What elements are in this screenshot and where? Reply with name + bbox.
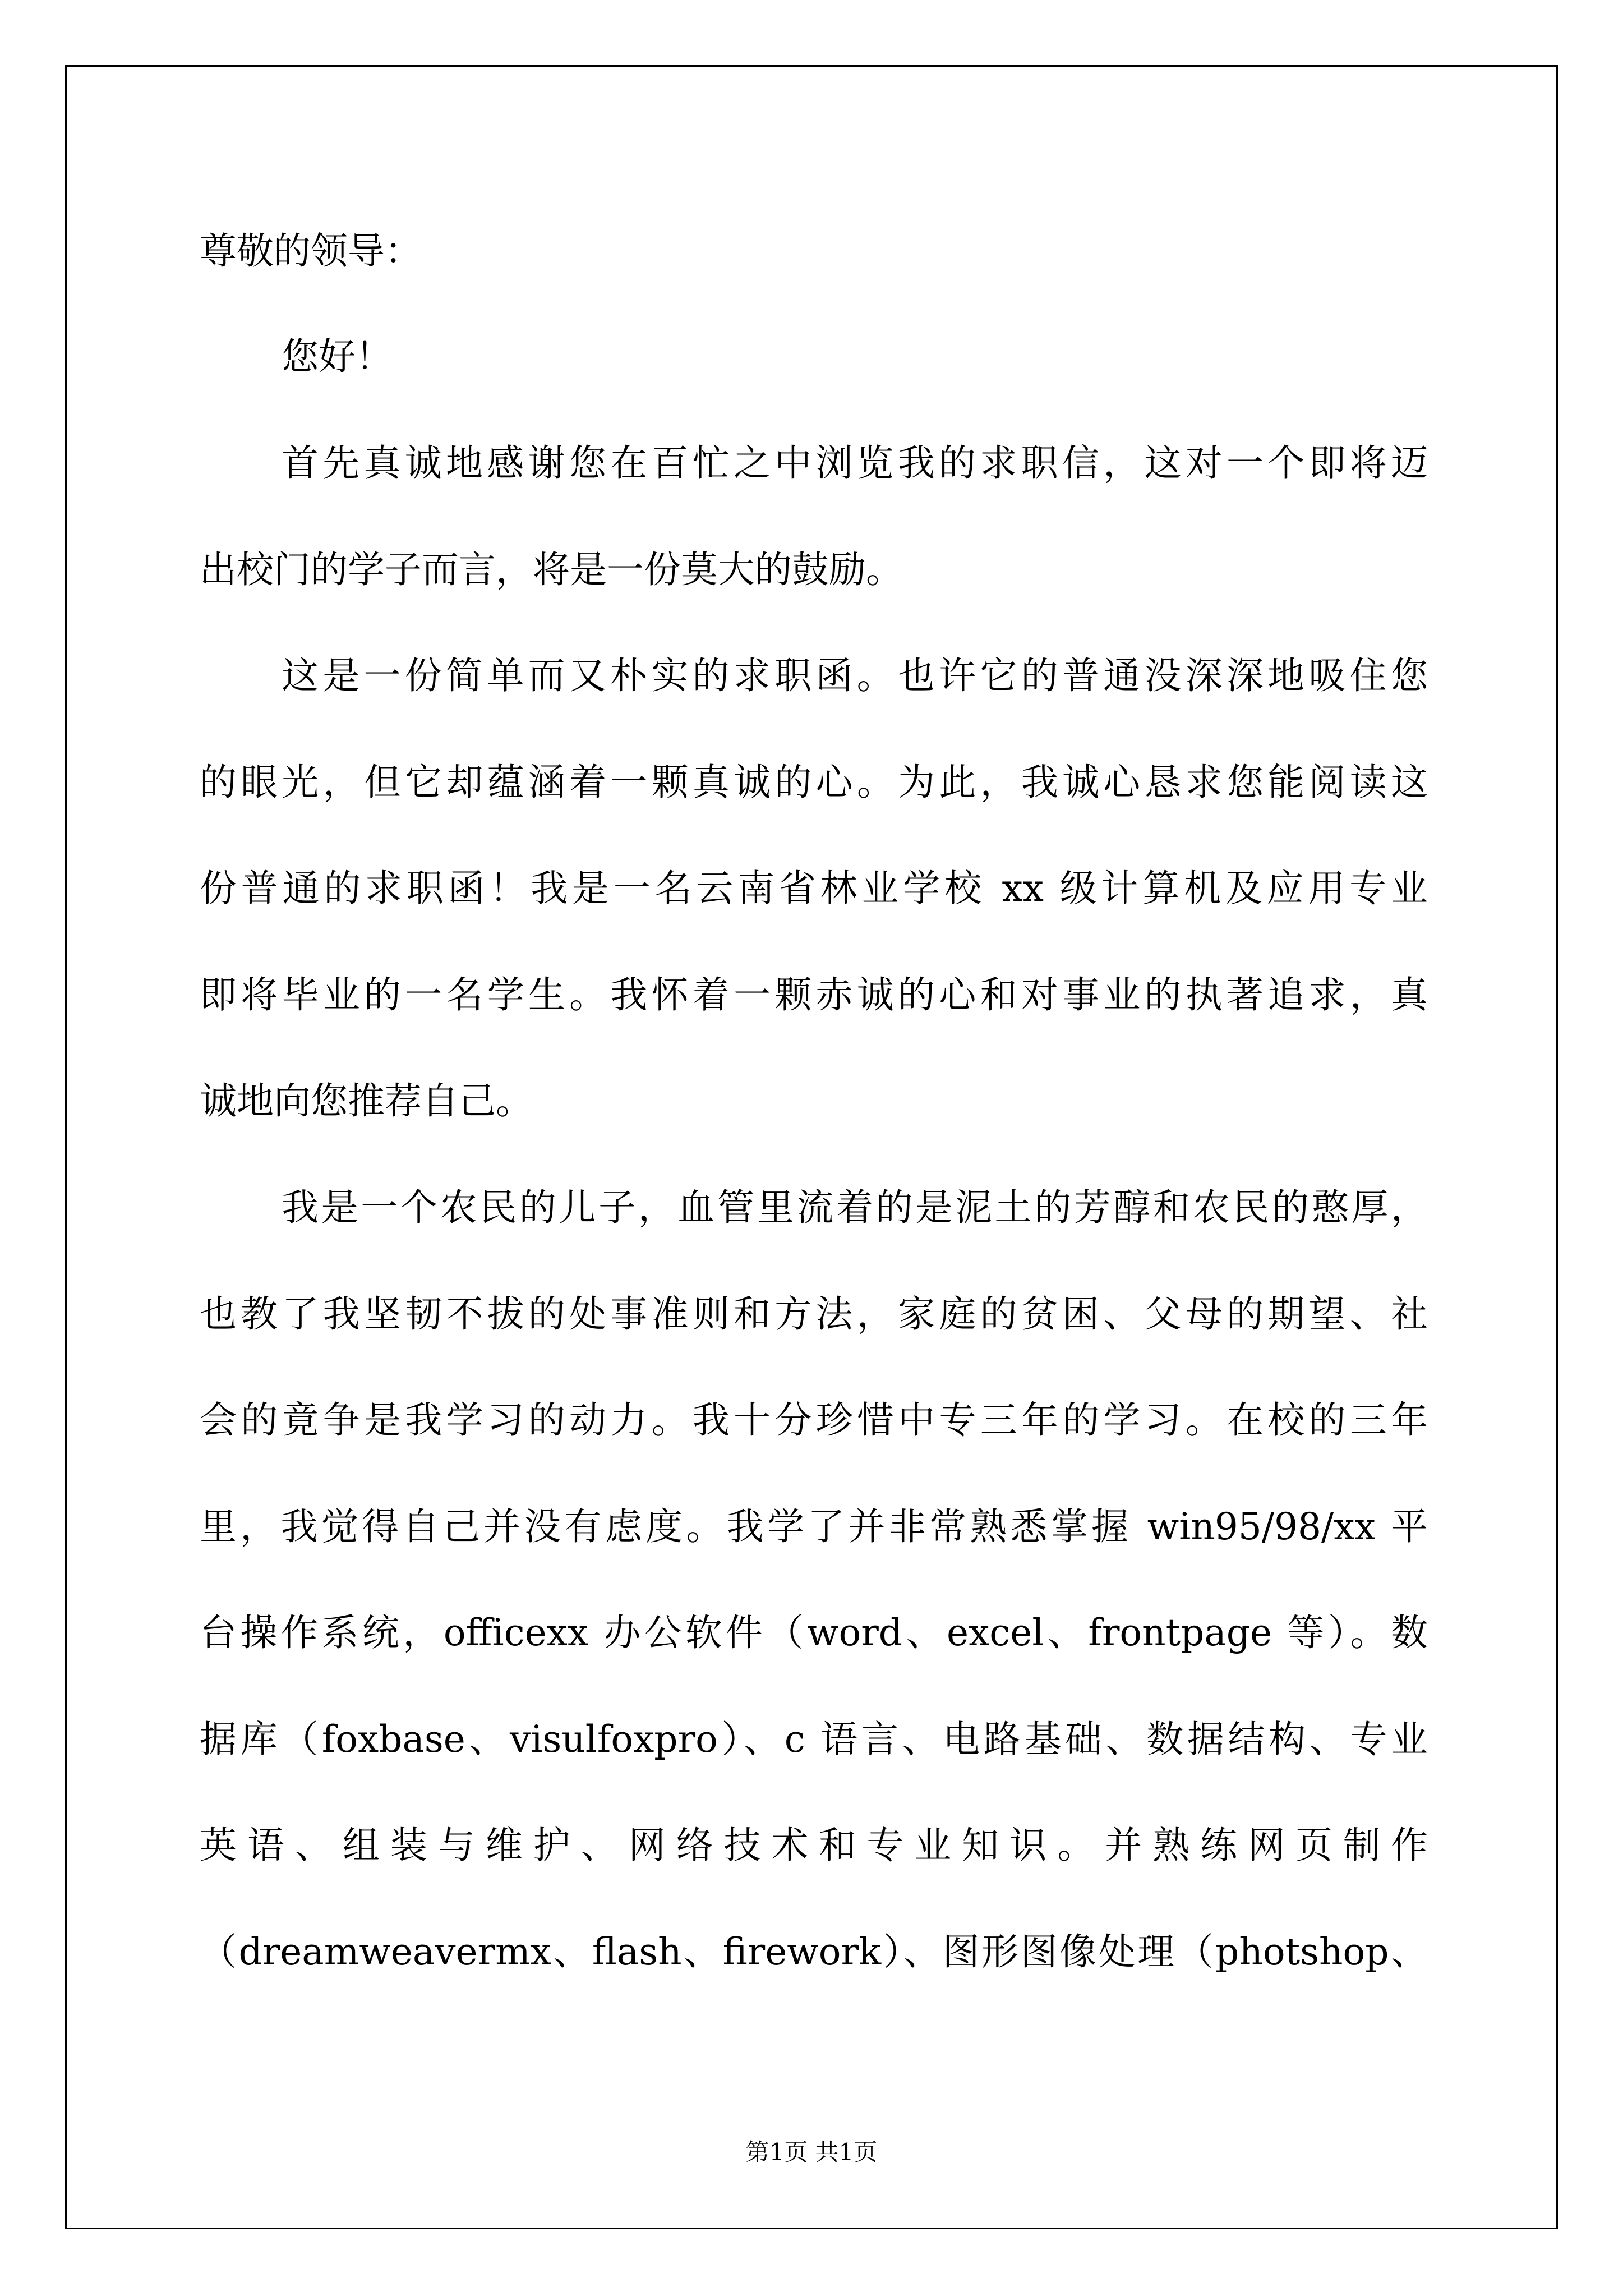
page-border	[65, 65, 1558, 2229]
paragraph-line: 据库（foxbase、visulfoxpro）、c 语言、电路基础、数据结构、专业	[200, 1718, 1428, 1761]
paragraph-line: 英语、组装与维护、网络技术和专业知识。并熟练网页制作	[200, 1824, 1428, 1867]
paragraph-line: 里，我觉得自己并没有虑度。我学了并非常熟悉掌握 win95/98/xx 平	[200, 1505, 1428, 1548]
paragraph-line: 也教了我坚韧不拔的处事准则和方法，家庭的贫困、父母的期望、社	[200, 1292, 1428, 1336]
paragraph-line: 首先真诚地感谢您在百忙之中浏览我的求职信，这对一个即将迈	[282, 441, 1428, 485]
paragraph-line: 份普通的求职函！我是一名云南省林业学校 xx 级计算机及应用专业	[200, 867, 1428, 910]
paragraph-line: （dreamweavermx、flash、firework）、图形图像处理（photshop、	[200, 1930, 1428, 1973]
paragraph-line: 诚地向您推荐自己。	[200, 1079, 533, 1122]
paragraph-line: 台操作系统，officexx 办公软件（word、excel、frontpage 等）。数	[200, 1611, 1428, 1654]
paragraph-line: 这是一份简单而又朴实的求职函。也许它的普通没深深地吸住您	[282, 654, 1428, 697]
salutation: 尊敬的领导：	[200, 229, 422, 273]
paragraph-line: 会的竟争是我学习的动力。我十分珍惜中专三年的学习。在校的三年	[200, 1398, 1428, 1442]
paragraph-line: 即将毕业的一名学生。我怀着一颗赤诚的心和对事业的执著追求，真	[200, 973, 1428, 1016]
page-footer: 第1页 共1页	[745, 2138, 878, 2166]
greeting: 您好！	[282, 335, 393, 378]
paragraph-line: 的眼光，但它却蕴涵着一颗真诚的心。为此，我诚心恳求您能阅读这	[200, 761, 1428, 804]
paragraph-line: 出校门的学子而言，将是一份莫大的鼓励。	[200, 548, 903, 591]
paragraph-line: 我是一个农民的儿子，血管里流着的是泥土的芳醇和农民的憨厚，	[282, 1186, 1428, 1229]
